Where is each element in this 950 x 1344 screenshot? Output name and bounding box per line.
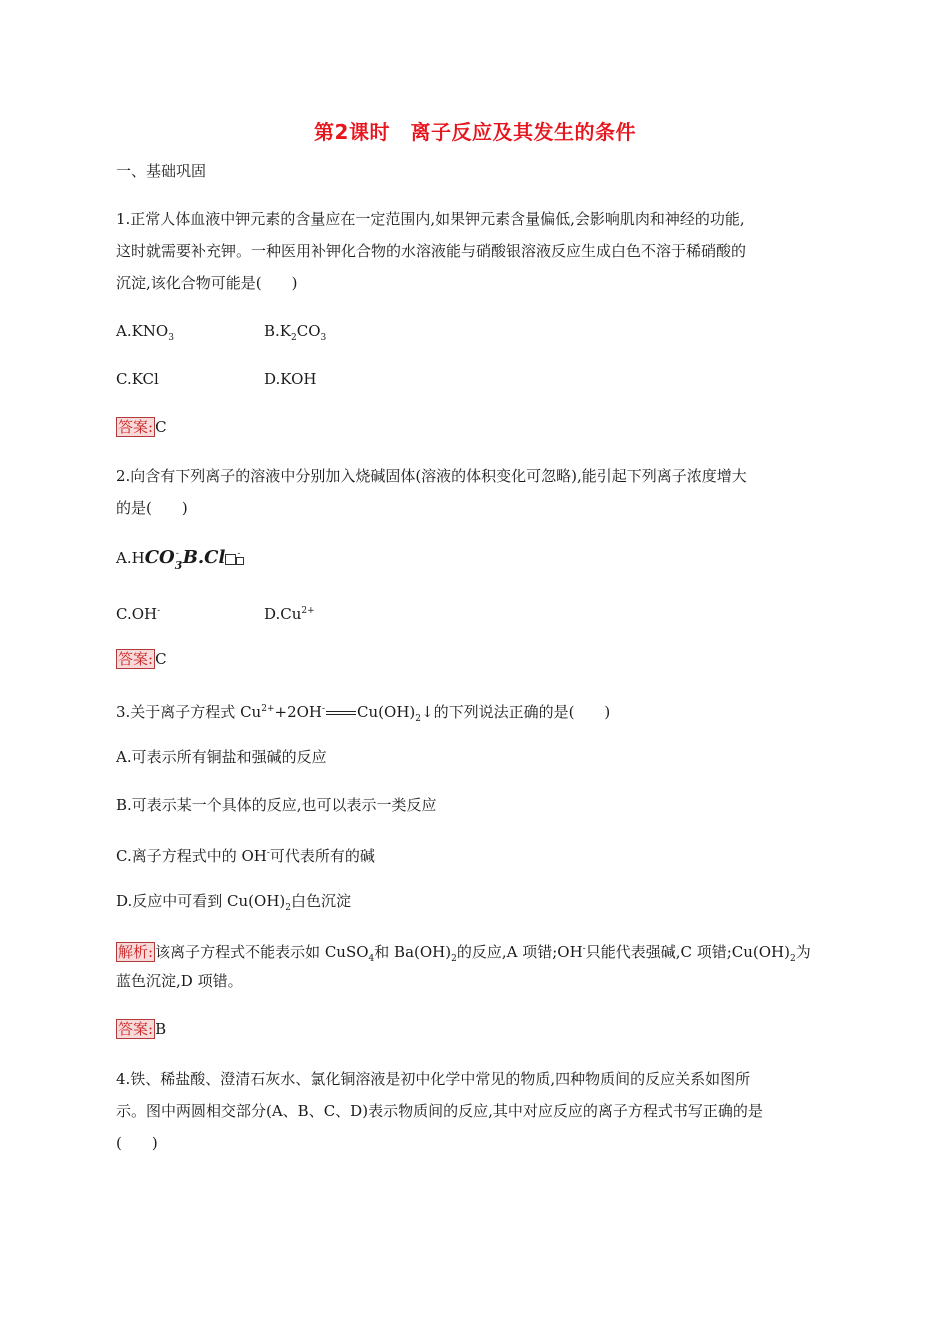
q2-option-d-sup: 2+ (301, 606, 315, 616)
q3-analysis-c: 的反应,A 项错;OH (456, 943, 583, 961)
q3-stem-post: ↓的下列说法正确的是( ) (421, 703, 611, 721)
q1-option-a-text: A.KNO (116, 322, 169, 340)
q2-option-a-prefix: A.H (116, 549, 145, 567)
q3-option-c-post: 可代表所有的碱 (269, 847, 375, 865)
analysis-tag: 解析: (118, 943, 154, 961)
q3-stem (116, 698, 610, 730)
q3-option-d-post: 白色沉淀 (290, 892, 351, 910)
q4-line-2: 示。图中两圆相交部分(A、B、C、D)表示物质间的反应,其中对应反应的离子方程式书写正确的是 (116, 1102, 763, 1120)
q3-answer (116, 1018, 166, 1040)
q3-option-d (116, 890, 351, 919)
q3-stem-mid: +2OH (274, 703, 322, 721)
q3-option-c-sup: - (266, 848, 270, 858)
q2-line-1: 2.向含有下列离子的溶液中分别加入烧碱固体(溶液的体积变化可忽略),能引起下列离子浓度增大 (116, 467, 747, 485)
q1-answer-value: C (155, 418, 167, 436)
missing-glyph-icon (225, 554, 236, 565)
answer-tag: 答案: (118, 650, 154, 668)
q3-analysis-sub3: 2 (790, 954, 796, 964)
q2-option-a-sub: 3 (174, 559, 183, 572)
q2-option-d (264, 600, 315, 625)
q3-analysis-line-2: 蓝色沉淀,D 项错。 (116, 972, 243, 990)
q4-line-1: 4.铁、稀盐酸、澄清石灰水、氯化铜溶液是初中化学中常见的物质,四种物质间的反应关系如图所 (116, 1070, 751, 1088)
q2-option-c-text: C.OH (116, 605, 158, 623)
q1-option-a-sub: 3 (168, 333, 174, 343)
q1-option-b-mid: CO (296, 322, 321, 340)
q2-option-c (116, 600, 160, 625)
q2-option-d-text: D.Cu (264, 605, 302, 623)
q3-analysis-sub1: 4 (368, 954, 375, 964)
q1-option-a (116, 320, 174, 349)
q2-options-ab (116, 547, 244, 572)
q3-stem-sub: 2 (415, 714, 422, 724)
q1-option-b-sub2: 3 (320, 333, 327, 343)
answer-tag: 答案: (118, 1020, 154, 1038)
q1-option-b-text: B.K (264, 322, 291, 340)
q3-option-b: B.可表示某一个具体的反应,也可以表示一类反应 (116, 796, 437, 814)
q3-answer-value: B (155, 1020, 167, 1038)
q2-option-a-sup: - (175, 549, 179, 559)
q1-option-b-sub1: 2 (291, 333, 297, 343)
q3-stem-product: Cu(OH) (357, 703, 416, 721)
q3-analysis-sub2: 2 (451, 954, 457, 964)
q3-option-d-sub: 2 (285, 903, 291, 913)
q1-option-d: D.KOH (264, 370, 317, 388)
q3-analysis-d: 只能代表强碱,C 项错;Cu(OH) (585, 943, 790, 961)
q2-option-c-sup: - (157, 606, 161, 616)
q2-line-2: 的是( ) (116, 499, 188, 517)
q1-line-1: 1.正常人体血液中钾元素的含量应在一定范围内,如果钾元素含量偏低,会影响肌肉和神经的功能, (116, 210, 745, 228)
q3-analysis-a: 该离子方程式不能表示如 CuSO (155, 943, 369, 961)
q3-stem-pre: 3.关于离子方程式 Cu (116, 703, 262, 721)
equals-sign-icon (326, 711, 356, 715)
q1-line-2: 这时就需要补充钾。一种医用补钾化合物的水溶液能与硝酸银溶液反应生成白色不溶于稀硝酸的 (116, 242, 747, 260)
missing-glyph-small-icon (236, 557, 244, 565)
q1-option-c: C.KCl (116, 370, 159, 388)
q3-option-c-pre: C.离子方程式中的 OH (116, 847, 267, 865)
q1-answer (116, 416, 167, 438)
q3-stem-sup2: - (322, 704, 326, 714)
q2-option-b-sup: - (237, 549, 241, 559)
q3-analysis-sup: - (582, 944, 586, 954)
q3-option-d-pre: D.反应中可看到 Cu(OH) (116, 892, 286, 910)
section-heading: 一、基础巩固 (116, 162, 207, 180)
q1-option-b (264, 320, 326, 349)
q2-option-b-formula: B.Cl (182, 547, 226, 568)
page-title: 第2课时 离子反应及其发生的条件 (314, 120, 636, 144)
q3-analysis-line-1 (116, 938, 811, 970)
q3-option-c (116, 842, 375, 867)
q3-stem-sup1: 2+ (261, 704, 275, 714)
q3-option-a: A.可表示所有铜盐和强碱的反应 (116, 748, 327, 766)
q3-analysis-b: 和 Ba(OH) (374, 943, 452, 961)
q4-line-3: ( ) (116, 1134, 158, 1152)
q2-option-a-formula: CO (144, 547, 175, 568)
answer-tag: 答案: (118, 418, 154, 436)
q3-analysis-e: 为 (795, 943, 811, 961)
q2-answer-value: C (155, 650, 167, 668)
q2-answer (116, 648, 167, 670)
q1-line-3: 沉淀,该化合物可能是( ) (116, 274, 298, 292)
